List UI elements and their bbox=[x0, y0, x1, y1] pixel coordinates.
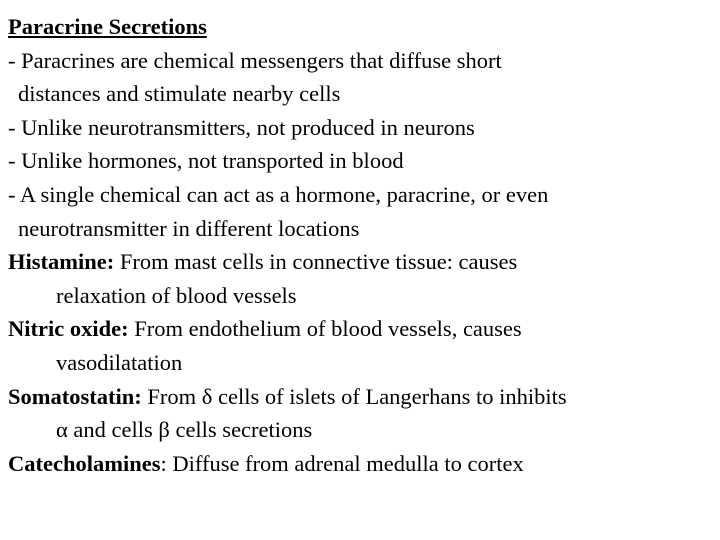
term-somatostatin: Somatostatin: bbox=[8, 383, 142, 409]
definition-nitric-oxide-text: From endothelium of blood vessels, causes bbox=[128, 316, 522, 342]
bullet-single-chemical: - A single chemical can act as a hormone, paracrine, or even bbox=[8, 181, 549, 207]
term-nitric-oxide: Nitric oxide: bbox=[8, 316, 129, 342]
bullet-paracrine-definition-cont: distances and stimulate nearby cells bbox=[18, 81, 341, 107]
slide-content bbox=[8, 10, 714, 480]
bullet-unlike-hormones: - Unlike hormones, not transported in blood bbox=[8, 148, 404, 174]
definition-histamine-cont: relaxation of blood vessels bbox=[56, 282, 297, 308]
bullet-paracrine-definition: - Paracrines are chemical messengers that diffuse short bbox=[8, 47, 502, 73]
definition-nitric-oxide bbox=[8, 312, 714, 346]
definition-histamine-text: From mast cells in connective tissue: causes bbox=[114, 249, 518, 275]
bullet-unlike-neurotransmitters: - Unlike neurotransmitters, not produced in neurons bbox=[8, 114, 475, 140]
definition-somatostatin-cont: α and cells β cells secretions bbox=[56, 417, 313, 443]
definition-histamine bbox=[8, 245, 714, 279]
definition-nitric-oxide-cont: vasodilatation bbox=[56, 349, 183, 375]
term-histamine: Histamine: bbox=[8, 249, 115, 275]
slide-title: Paracrine Secretions bbox=[8, 14, 207, 39]
definition-somatostatin-text: From δ cells of islets of Langerhans to inhibits bbox=[141, 383, 567, 409]
definition-catecholamines-text: : Diffuse from adrenal medulla to cortex bbox=[160, 450, 524, 476]
definition-somatostatin bbox=[8, 380, 714, 414]
bullet-single-chemical-cont: neurotransmitter in different locations bbox=[18, 215, 360, 241]
term-catecholamines: Catecholamines bbox=[8, 450, 161, 476]
definition-catecholamines bbox=[8, 447, 714, 481]
